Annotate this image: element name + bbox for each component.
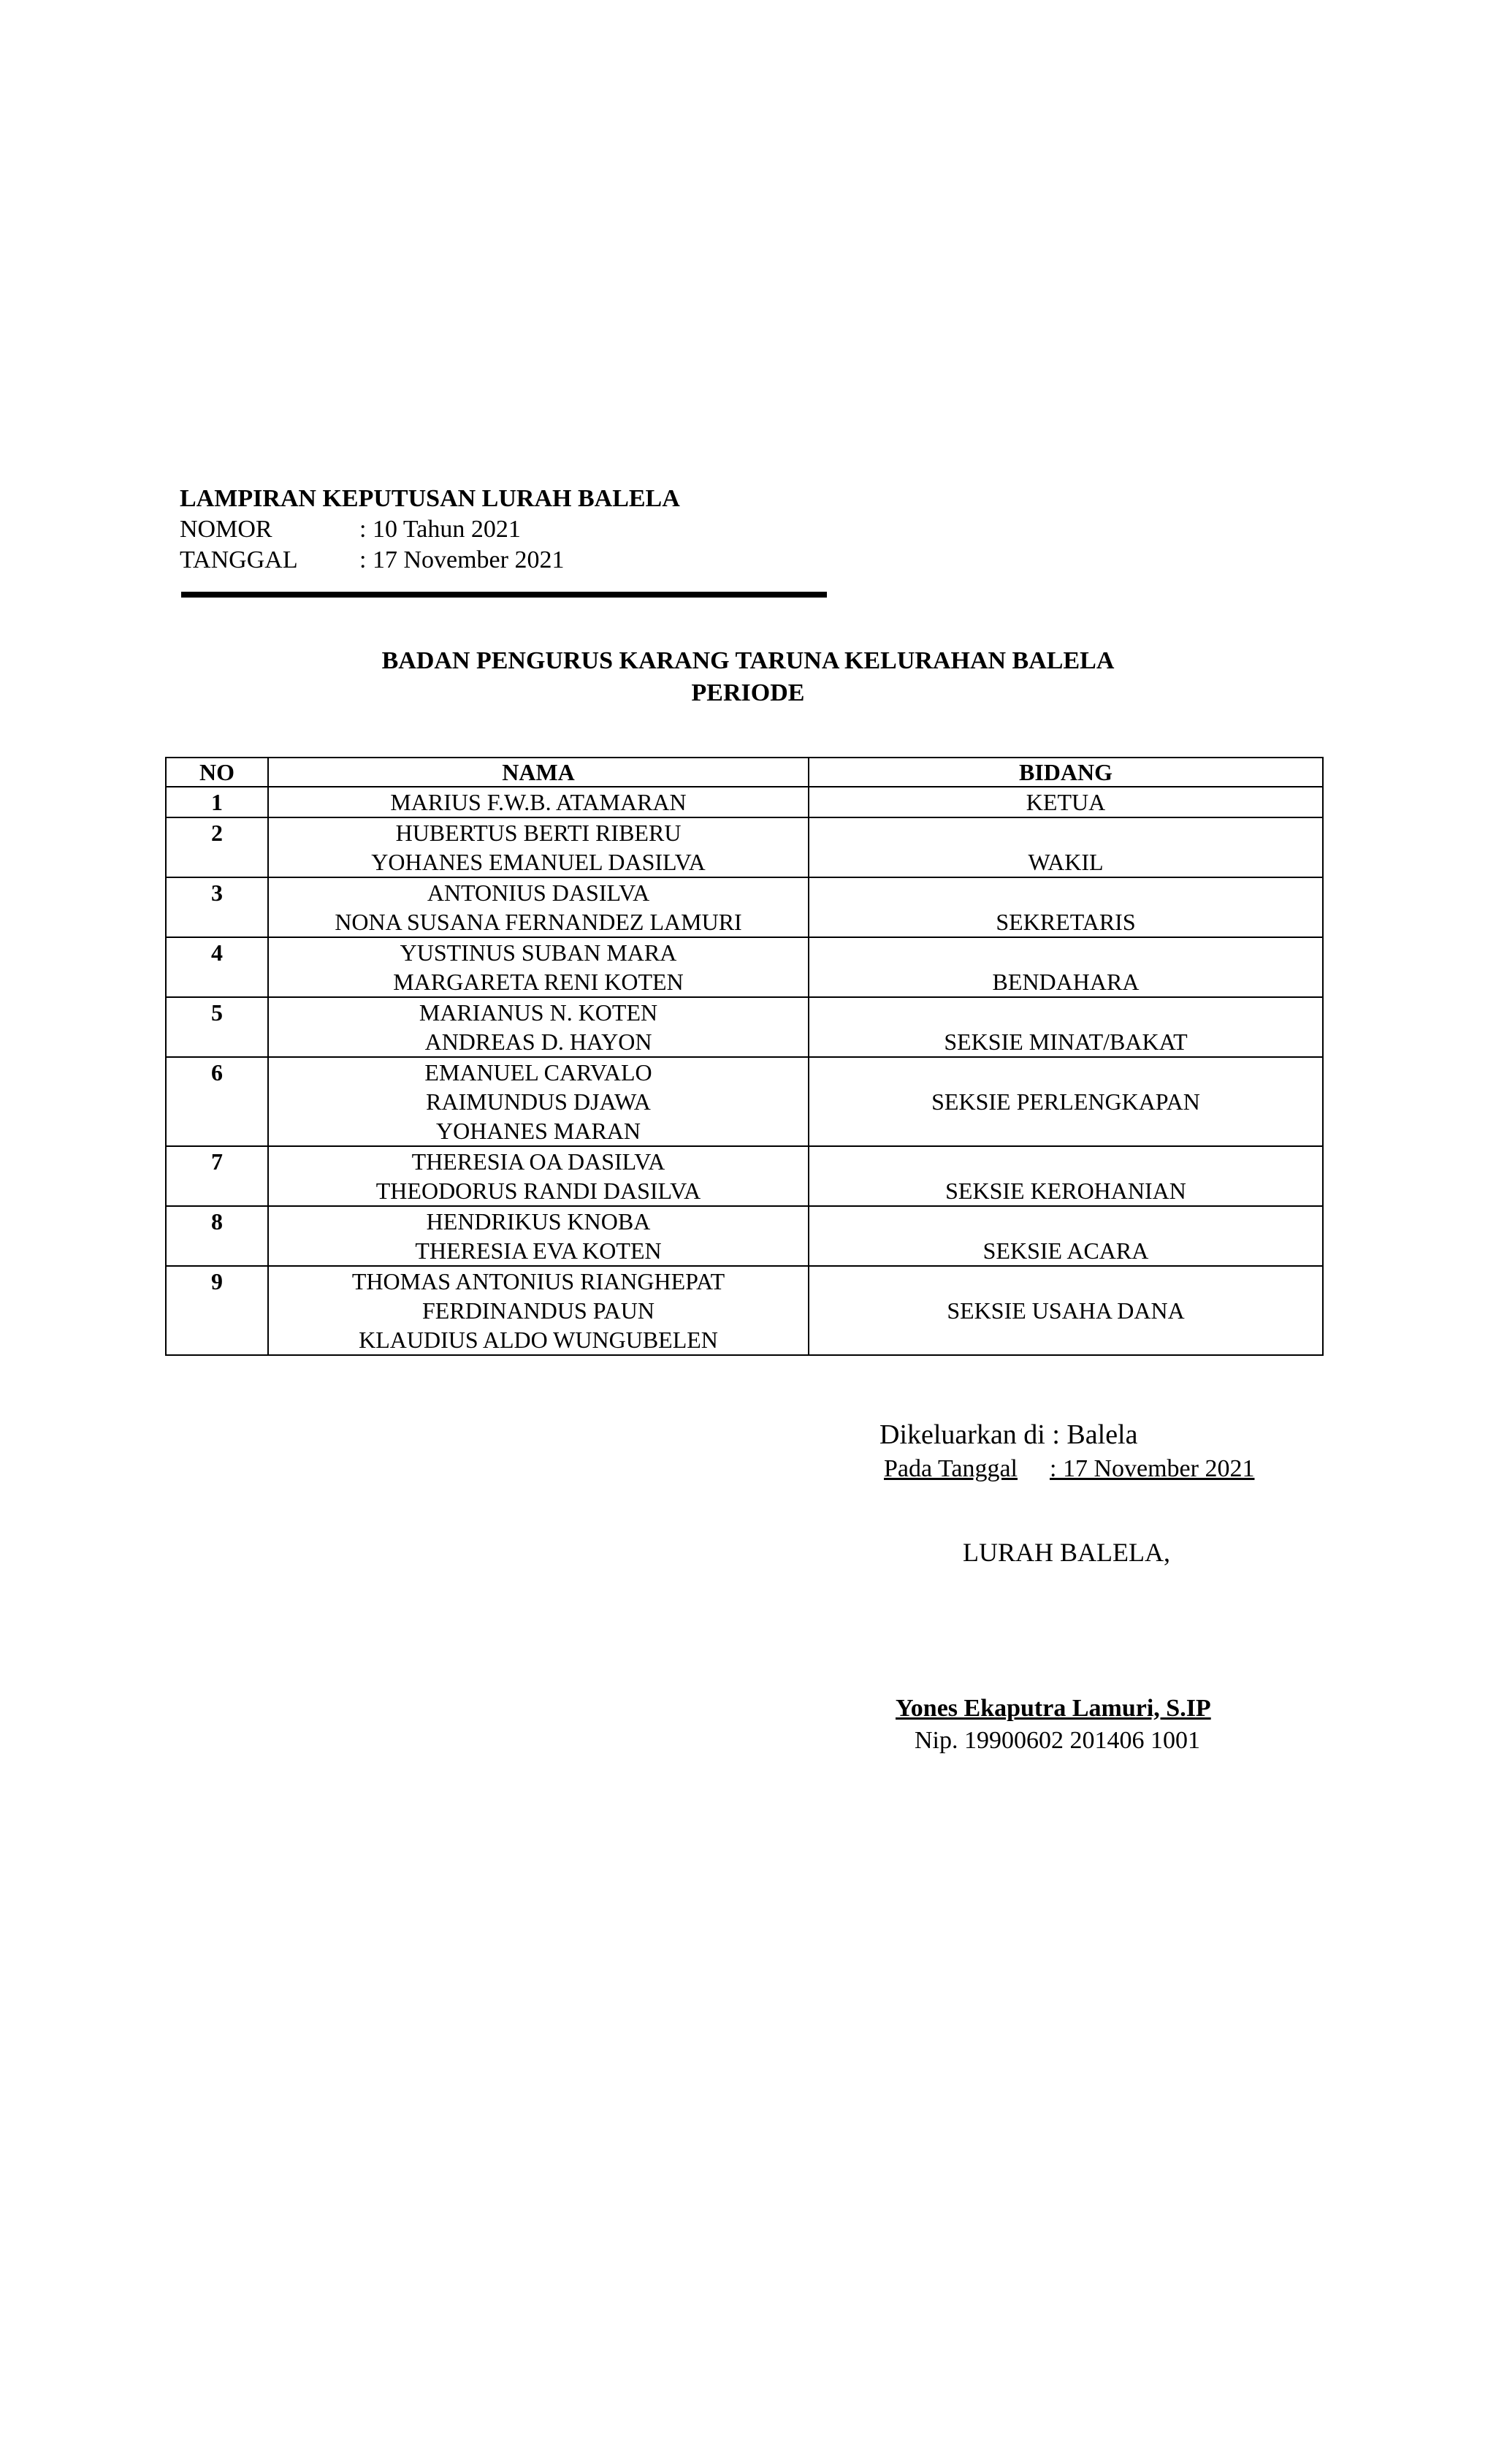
table-row [166, 1146, 1323, 1206]
tanggal-row [180, 546, 564, 574]
cell-no: 4 [166, 937, 268, 997]
member-name: MARIUS F.W.B. ATAMARAN [390, 789, 687, 815]
member-name: FERDINANDUS PAUN [422, 1297, 654, 1324]
nomor-value: : 10 Tahun 2021 [359, 516, 521, 543]
document-title: LAMPIRAN KEPUTUSAN LURAH BALELA [180, 485, 680, 512]
member-name: THERESIA OA DASILVA [411, 1148, 665, 1175]
cell-bidang: SEKSIE PERLENGKAPAN [809, 1057, 1323, 1146]
signer-name: Yones Ekaputra Lamuri, S.IP [896, 1695, 1211, 1722]
member-name: HENDRIKUS KNOBA [426, 1208, 651, 1235]
member-name: ANTONIUS DASILVA [427, 880, 650, 906]
cell-nama [268, 1206, 809, 1266]
member-name: EMANUEL CARVALO [424, 1059, 652, 1086]
issued-place: Dikeluarkan di : Balela [879, 1419, 1138, 1450]
member-name: KLAUDIUS ALDO WUNGUBELEN [359, 1327, 718, 1353]
table-row [166, 787, 1323, 817]
cell-no: 7 [166, 1146, 268, 1206]
member-name: HUBERTUS BERTI RIBERU [395, 820, 682, 846]
roster-body [166, 787, 1323, 1355]
cell-bidang: SEKSIE KEROHANIAN [809, 1146, 1323, 1206]
member-name: YOHANES MARAN [435, 1118, 641, 1144]
table-row [166, 877, 1323, 937]
tanggal-label: TANGGAL [180, 546, 298, 573]
table-row [166, 937, 1323, 997]
main-heading-period: PERIODE [691, 679, 805, 706]
cell-no: 3 [166, 877, 268, 937]
cell-nama [268, 1266, 809, 1355]
nomor-label: NOMOR [180, 516, 272, 543]
member-name: YOHANES EMANUEL DASILVA [371, 849, 706, 875]
issued-date-label: Pada Tanggal [884, 1455, 1018, 1482]
cell-no: 2 [166, 817, 268, 877]
member-name: THOMAS ANTONIUS RIANGHEPAT [351, 1268, 725, 1294]
signer-nip: Nip. 19900602 201406 1001 [915, 1727, 1200, 1754]
cell-no: 6 [166, 1057, 268, 1146]
cell-nama [268, 1146, 809, 1206]
cell-bidang: KETUA [809, 787, 1323, 817]
table-row [166, 1206, 1323, 1266]
cell-nama [268, 817, 809, 877]
table-row [166, 817, 1323, 877]
cell-bidang: SEKSIE ACARA [809, 1206, 1323, 1266]
cell-nama [268, 937, 809, 997]
table-row [166, 1057, 1323, 1146]
cell-no: 9 [166, 1266, 268, 1355]
table-row [166, 997, 1323, 1057]
member-name: NONA SUSANA FERNANDEZ LAMURI [335, 909, 742, 935]
main-heading: BADAN PENGURUS KARANG TARUNA KELURAHAN BALELA [381, 647, 1115, 674]
column-header-nama: NAMA [268, 758, 809, 787]
issued-date [884, 1455, 1254, 1483]
cell-bidang: SEKSIE USAHA DANA [809, 1266, 1323, 1355]
roster-table [165, 757, 1324, 1356]
cell-nama [268, 877, 809, 937]
cell-bidang: WAKIL [809, 817, 1323, 877]
cell-no: 8 [166, 1206, 268, 1266]
cell-no: 1 [166, 787, 268, 817]
cell-bidang: BENDAHARA [809, 937, 1323, 997]
member-name: THEODORUS RANDI DASILVA [375, 1178, 701, 1204]
member-name: MARIANUS N. KOTEN [419, 999, 658, 1026]
column-header-no: NO [166, 758, 268, 787]
cell-nama [268, 1057, 809, 1146]
member-name: RAIMUNDUS DJAWA [426, 1088, 651, 1115]
member-name: ANDREAS D. HAYON [424, 1029, 652, 1055]
cell-bidang: SEKSIE MINAT/BAKAT [809, 997, 1323, 1057]
member-name: THERESIA EVA KOTEN [415, 1237, 662, 1264]
tanggal-value: : 17 November 2021 [359, 546, 565, 573]
issued-date-value: : 17 November 2021 [1050, 1455, 1255, 1482]
table-row [166, 1266, 1323, 1355]
cell-bidang: SEKRETARIS [809, 877, 1323, 937]
cell-nama [268, 787, 809, 817]
column-header-bidang: BIDANG [809, 758, 1323, 787]
member-name: YUSTINUS SUBAN MARA [400, 939, 677, 966]
office-title: LURAH BALELA, [963, 1538, 1170, 1567]
cell-no: 5 [166, 997, 268, 1057]
member-name: MARGARETA RENI KOTEN [393, 969, 684, 995]
header-divider [181, 592, 827, 598]
table-header-row [166, 758, 1323, 787]
cell-nama [268, 997, 809, 1057]
nomor-row [180, 516, 521, 543]
